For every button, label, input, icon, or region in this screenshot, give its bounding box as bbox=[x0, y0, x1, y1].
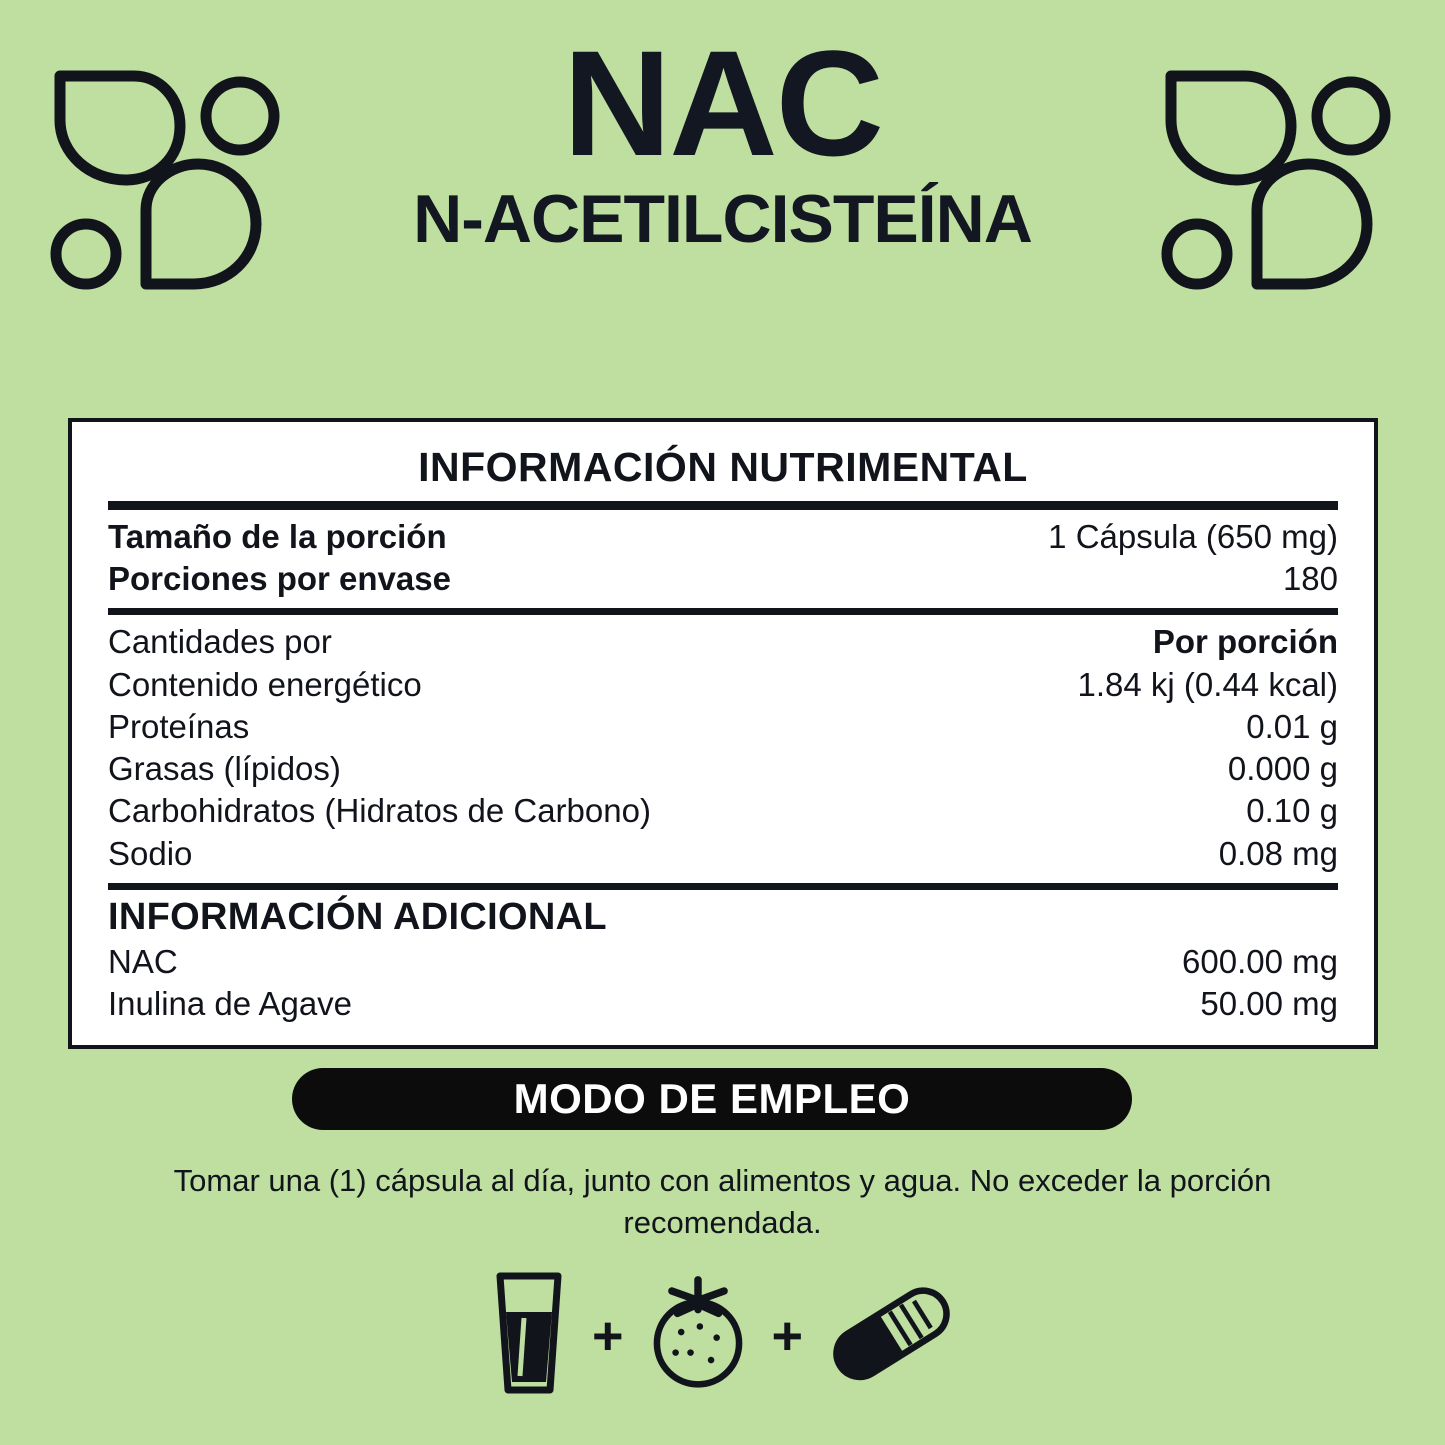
tomato-icon bbox=[642, 1272, 754, 1399]
plus-sign: + bbox=[591, 1305, 624, 1366]
servings-per-container-value: 180 bbox=[1282, 560, 1338, 598]
additional-value: 600.00 mg bbox=[1182, 942, 1338, 980]
nutrient-label: Contenido energético bbox=[108, 665, 422, 703]
nutrient-value: 0.08 mg bbox=[1218, 834, 1338, 872]
serving-size-row bbox=[108, 516, 1338, 558]
title-block bbox=[0, 19, 1445, 257]
amounts-header-row bbox=[108, 621, 1338, 663]
plus-sign: + bbox=[771, 1305, 804, 1366]
nutrient-value: 0.000 g bbox=[1227, 750, 1338, 788]
nutrient-row bbox=[108, 664, 1338, 706]
nutrient-value: 0.01 g bbox=[1246, 707, 1338, 745]
additional-label: Inulina de Agave bbox=[108, 985, 353, 1023]
nutrient-label: Sodio bbox=[108, 834, 193, 872]
nutrient-row bbox=[108, 748, 1338, 790]
capsule-icon bbox=[821, 1277, 961, 1394]
nutrient-row bbox=[108, 706, 1338, 748]
additional-row bbox=[108, 983, 1338, 1025]
nutrient-label: Grasas (lípidos) bbox=[108, 750, 341, 788]
nutrient-value: 1.84 kj (0.44 kcal) bbox=[1077, 665, 1338, 703]
water-glass-icon bbox=[484, 1268, 574, 1403]
usage-banner-label: MODO DE EMPLEO bbox=[513, 1075, 911, 1122]
page-subtitle: N-ACETILCISTEÍNA bbox=[413, 181, 1032, 257]
amounts-header-label: Cantidades por bbox=[108, 623, 332, 661]
servings-per-container-label: Porciones por envase bbox=[108, 560, 451, 598]
usage-instructions: Tomar una (1) cápsula al día, junto con alimentos y agua. No exceder la porción recomendada. bbox=[173, 1163, 1272, 1240]
servings-per-container-row bbox=[108, 558, 1338, 600]
divider bbox=[108, 501, 1338, 510]
header bbox=[0, 0, 1445, 360]
additional-label: NAC bbox=[108, 942, 178, 980]
nutrient-value: 0.10 g bbox=[1246, 792, 1338, 830]
divider bbox=[108, 608, 1338, 615]
additional-row bbox=[108, 941, 1338, 983]
serving-size-label: Tamaño de la porción bbox=[108, 518, 447, 555]
amounts-header-value: Por porción bbox=[1152, 623, 1338, 661]
divider bbox=[108, 883, 1338, 890]
nutrient-label: Proteínas bbox=[108, 707, 250, 745]
nutrient-label: Carbohidratos (Hidratos de Carbono) bbox=[108, 792, 651, 830]
page-title: NAC bbox=[563, 19, 882, 187]
additional-info-title: INFORMACIÓN ADICIONAL bbox=[108, 895, 607, 938]
nutrient-row bbox=[108, 790, 1338, 832]
usage-icon-row bbox=[0, 1268, 1445, 1403]
usage-banner bbox=[292, 1068, 1132, 1130]
serving-size-value: 1 Cápsula (650 mg) bbox=[1048, 518, 1338, 555]
nutrition-facts-panel bbox=[68, 418, 1378, 1049]
panel-title: INFORMACIÓN NUTRIMENTAL bbox=[418, 444, 1028, 490]
nutrient-row bbox=[108, 833, 1338, 875]
additional-value: 50.00 mg bbox=[1200, 985, 1338, 1023]
